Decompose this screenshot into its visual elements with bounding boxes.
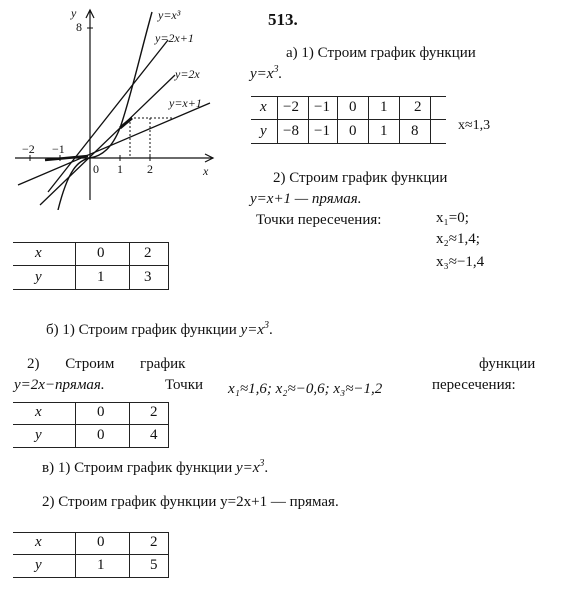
table-cell: y: [35, 269, 42, 285]
table-cell: y: [260, 123, 267, 139]
part-b-step2-b: функции: [479, 356, 536, 372]
curve-label-2x-plus-1: y=2x+1: [155, 31, 194, 45]
table-cell: −1: [314, 123, 330, 139]
part-b-roots: x₁≈1,6; x₂≈−0,6; x₃≈−1,2: [228, 381, 383, 397]
curve-label-2x: y=2x: [175, 67, 200, 81]
part-b-step2-a: 2) Строим график: [27, 356, 186, 372]
x-tick-label: 1: [117, 162, 123, 176]
part-a-step2-text: 2) Строим график функции: [273, 170, 448, 186]
problem-number: 513.: [268, 10, 298, 29]
table-cell: 4: [150, 427, 158, 443]
table-cell: x: [260, 99, 267, 115]
side-note: x≈1,3: [458, 118, 491, 133]
table-cell: 8: [411, 123, 419, 139]
table-cell: −2: [283, 99, 299, 115]
table-cell: 0: [97, 534, 105, 550]
table-cell: y: [35, 557, 42, 573]
table-cell: x: [35, 245, 42, 261]
table-cell: 0: [349, 123, 357, 139]
curve-label-x-plus-1: y=x+1: [169, 96, 202, 110]
table-cell: y: [35, 427, 42, 443]
part-b-points-word: Точки: [165, 377, 204, 393]
table-x-cubed: [251, 96, 446, 144]
table-cell: 3: [144, 269, 152, 285]
table-cell: 0: [349, 99, 357, 115]
table-cell: 0: [97, 427, 105, 443]
table-cell: −8: [283, 123, 299, 139]
table-cell: −1: [314, 99, 330, 115]
line-x-plus-1: [18, 103, 210, 185]
table-cell: 1: [380, 99, 388, 115]
line-2x: [40, 75, 175, 205]
y-axis-tick-label: 8: [76, 20, 82, 34]
part-a-step1-text: а) 1) Строим график функции: [286, 45, 476, 61]
table-cell: 1: [97, 557, 105, 573]
table-cell: 1: [380, 123, 388, 139]
part-a-step1-func: $y=x^3$.: [250, 64, 283, 82]
part-b-intersections-word: пересечения:: [432, 377, 516, 393]
table-cell: x: [35, 404, 42, 420]
table-cell: 5: [150, 557, 158, 573]
part-c-step2: 2) Строим график функции y=2x+1 — прямая.: [42, 494, 339, 510]
table-cell: 2: [144, 245, 152, 261]
table-cell: 2: [150, 404, 158, 420]
x-tick-label: −2: [22, 142, 35, 156]
table-cell: 2: [150, 534, 158, 550]
intersection-x2: x₂≈1,4;: [436, 231, 480, 247]
table-cell: 0: [97, 245, 105, 261]
part-c-step1: в) 1) Строим график функции $y=x^3$.: [42, 458, 269, 476]
x-tick-label: 2: [147, 162, 153, 176]
table-cell: x: [35, 534, 42, 550]
table-cell: 0: [97, 404, 105, 420]
x-tick-label: −1: [52, 142, 65, 156]
x-axis-label: x: [203, 164, 209, 178]
intersection-x1: x₁=0;: [436, 210, 469, 226]
intersections-label: Точки пересечения:: [256, 212, 382, 228]
table-2x: [13, 402, 169, 448]
table-cell: 1: [97, 269, 105, 285]
part-a-step1: [286, 45, 548, 62]
part-b-step2-func: y=2x−прямая.: [14, 377, 105, 393]
x-tick-label: 0: [93, 162, 99, 176]
part-a-step2-func: y=x+1 — прямая.: [250, 191, 362, 207]
table-x-plus-1: [13, 242, 169, 290]
table-cell: 2: [414, 99, 422, 115]
curve-label-x-cubed: y=x³: [158, 8, 181, 22]
part-a-step2: [273, 170, 547, 187]
intersection-x3: x₃≈−1,4: [436, 254, 485, 270]
y-axis-label: y: [71, 6, 77, 20]
table-2x-plus-1: [13, 532, 169, 578]
part-b-step1: б) 1) Строим график функции $y=x^3$.: [46, 320, 273, 338]
